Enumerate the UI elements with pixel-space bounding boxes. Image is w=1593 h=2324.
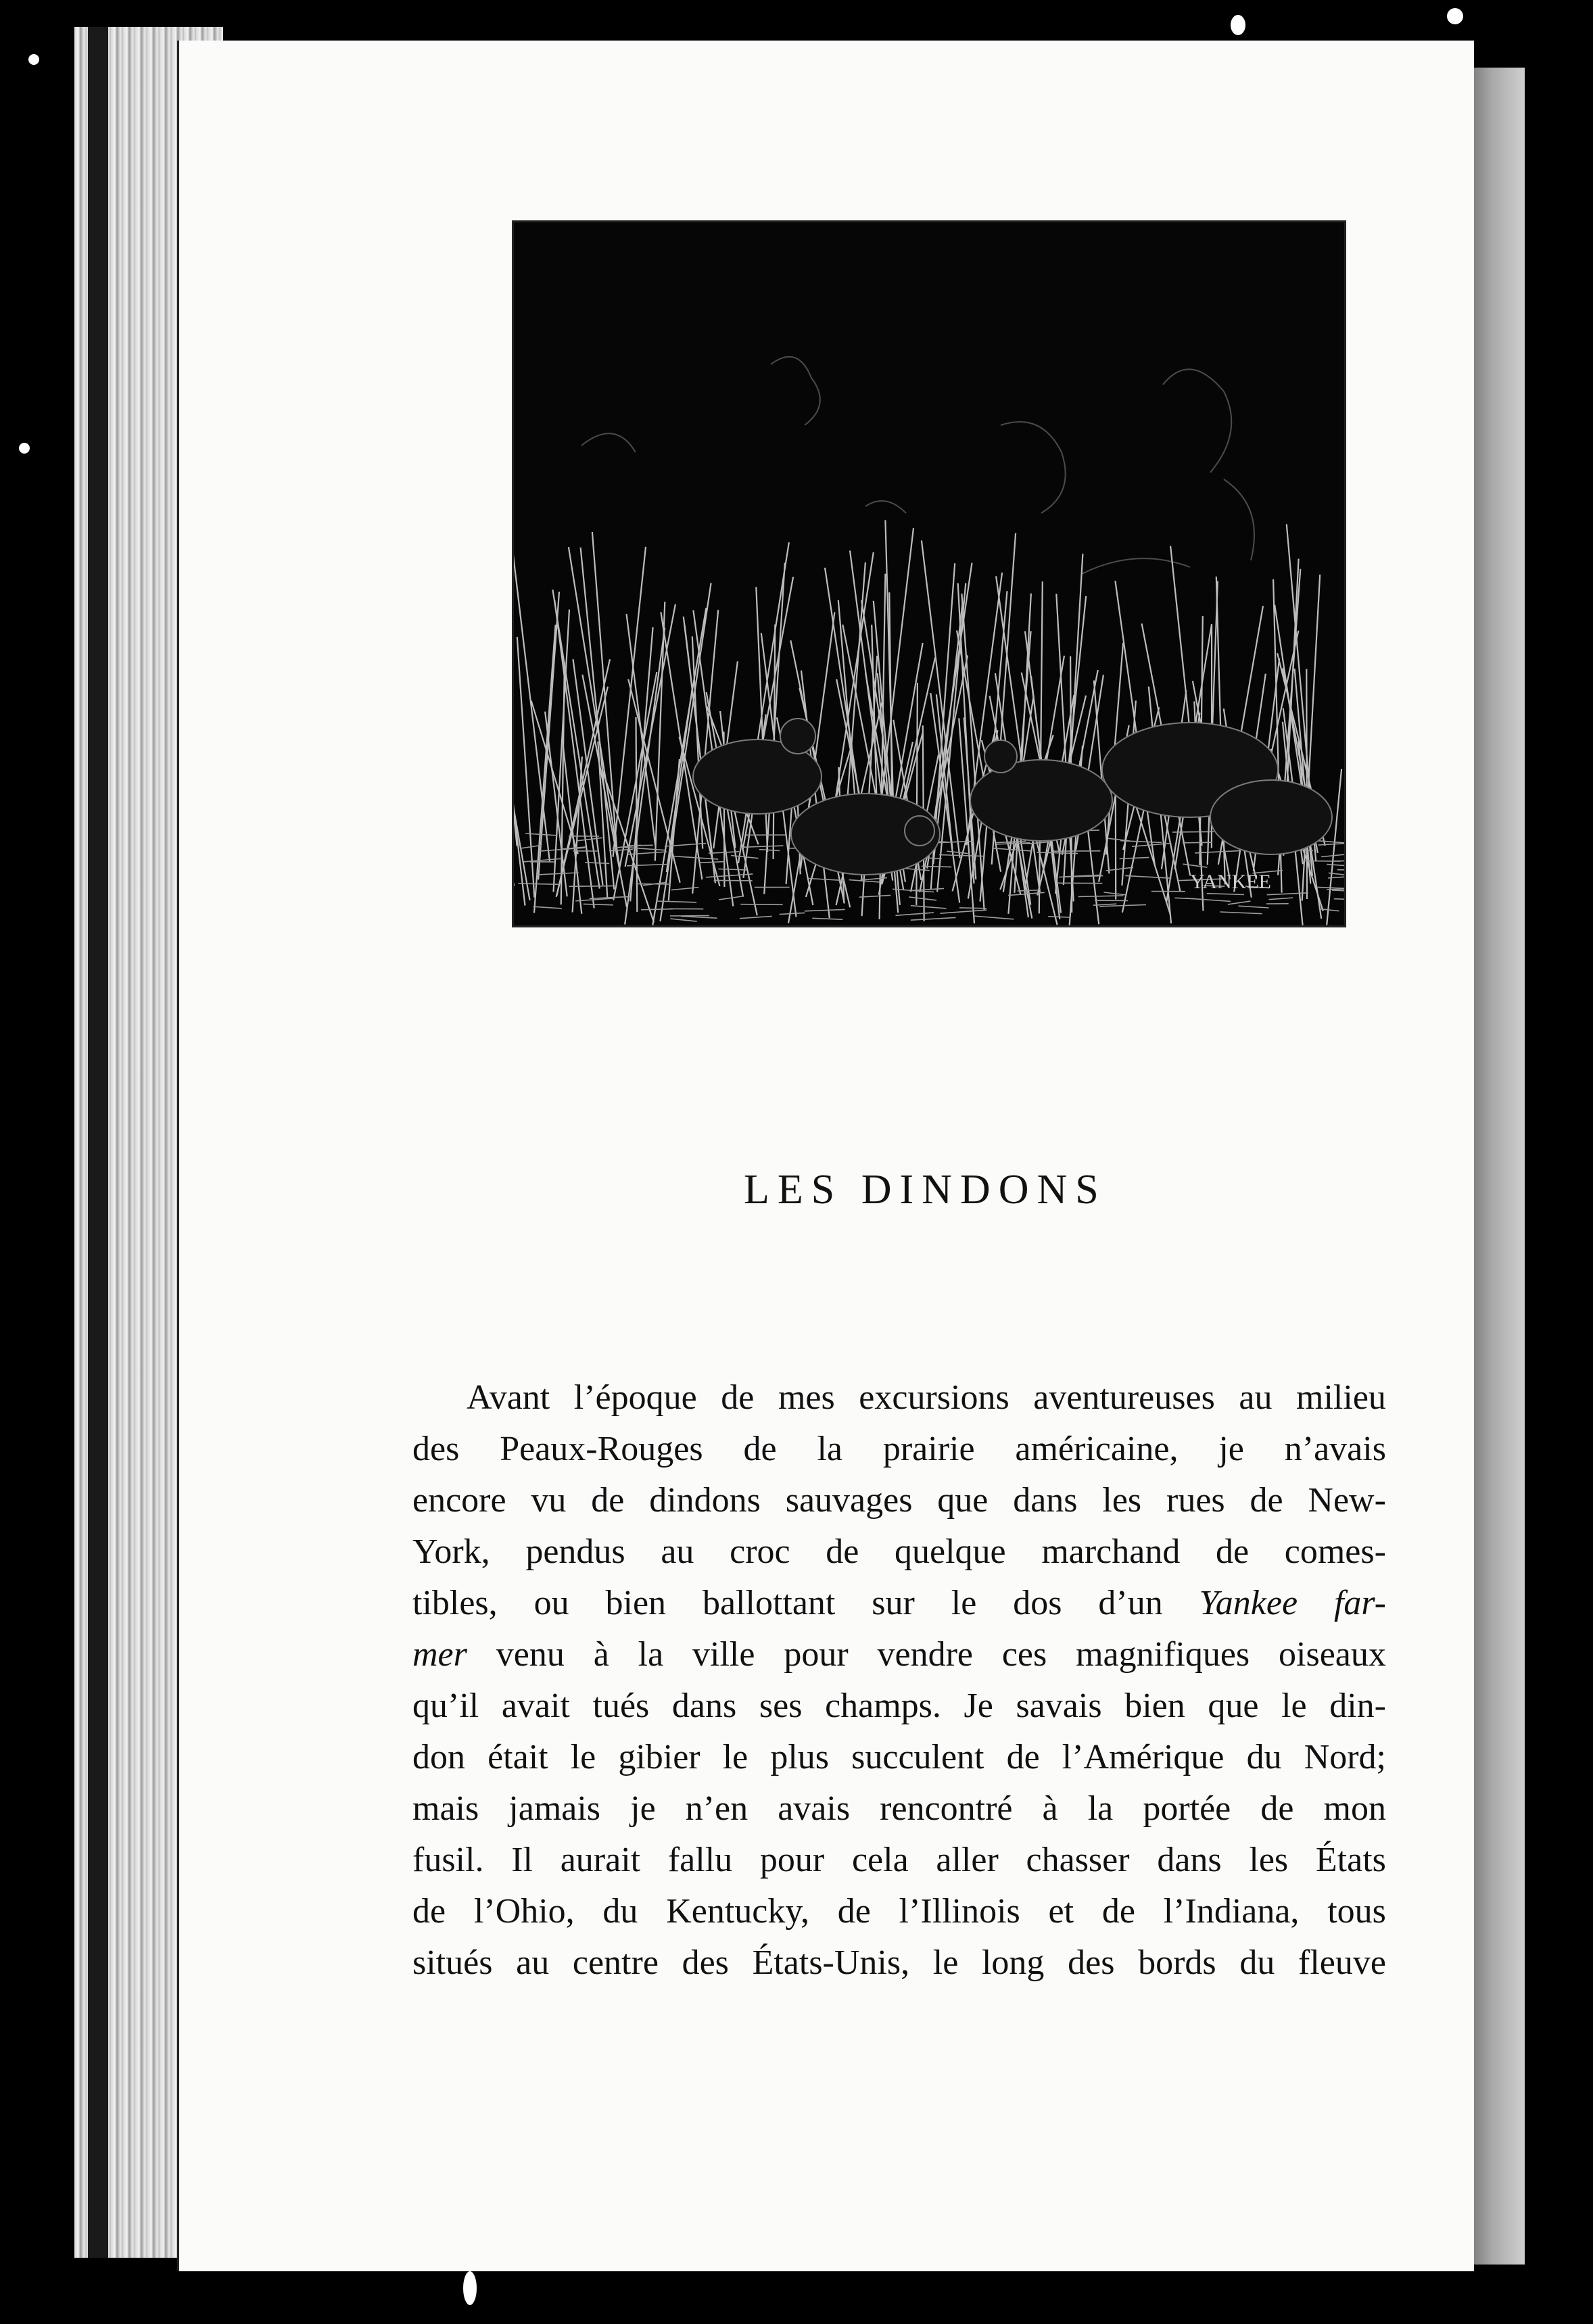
paragraph-line (412, 1732, 1386, 1783)
word: la (638, 1635, 664, 1674)
word: mon (1323, 1789, 1386, 1828)
word: mais (412, 1789, 479, 1828)
word: aventureuses (1033, 1378, 1215, 1417)
word: je (1218, 1430, 1244, 1468)
word: centre (572, 1943, 659, 1982)
paragraph-line (412, 1937, 1386, 1989)
paragraph-line (412, 1680, 1386, 1732)
word: l’Illinois (899, 1892, 1020, 1931)
word: don (412, 1738, 465, 1776)
word: de (837, 1892, 871, 1931)
word: champs. (825, 1687, 941, 1725)
word: dos (1013, 1584, 1062, 1622)
ground-hatch (569, 886, 613, 887)
word: n’avais (1284, 1430, 1386, 1468)
word: et (1048, 1892, 1074, 1931)
ground-hatch (629, 845, 653, 846)
word: des (412, 1430, 460, 1468)
word: magnifiques (1076, 1635, 1250, 1674)
word: de (412, 1892, 446, 1931)
word: Il (511, 1841, 533, 1879)
word: l’Ohio, (473, 1892, 575, 1931)
scan-speck (28, 54, 39, 65)
facing-page-edge (1471, 68, 1525, 2265)
word: du (602, 1892, 638, 1931)
word: ville (692, 1635, 755, 1674)
word: États (1315, 1841, 1386, 1879)
word: din- (1329, 1687, 1386, 1725)
word: la (1087, 1789, 1114, 1828)
word: jamais (508, 1789, 601, 1828)
word: le (570, 1738, 596, 1776)
word: du (1239, 1943, 1275, 1982)
word: pour (759, 1841, 825, 1879)
word: tibles, (412, 1584, 498, 1622)
word: d’un (1098, 1584, 1163, 1622)
scan-speck (19, 443, 30, 454)
word: excursions (859, 1378, 1009, 1417)
word: était (488, 1738, 548, 1776)
paragraph-line (412, 1372, 1386, 1424)
word: mer (412, 1635, 467, 1674)
grass-stroke (1306, 669, 1307, 899)
paragraph-line (412, 1578, 1386, 1629)
word: oiseaux (1279, 1635, 1386, 1674)
word: à (1042, 1789, 1058, 1828)
word: chasser (1026, 1841, 1130, 1879)
word: le (722, 1738, 748, 1776)
scan-speck (463, 2271, 477, 2305)
paragraph-line (412, 1886, 1386, 1937)
word: gibier (618, 1738, 700, 1776)
word: ces (1001, 1635, 1047, 1674)
word: croc (730, 1532, 790, 1571)
word: de (1250, 1481, 1283, 1520)
word: des (682, 1943, 729, 1982)
word: dindons (649, 1481, 761, 1520)
word: venu (496, 1635, 565, 1674)
word: de (743, 1430, 777, 1468)
word: pour (784, 1635, 849, 1674)
word: que (1208, 1687, 1259, 1725)
word: du (1246, 1738, 1282, 1776)
word: bien (1124, 1687, 1185, 1725)
word: sauvages (785, 1481, 913, 1520)
word: à (593, 1635, 609, 1674)
word: fleuve (1298, 1943, 1386, 1982)
word: Peaux-Rouges (500, 1430, 703, 1468)
engraving-illustration (512, 220, 1346, 927)
word: au (661, 1532, 694, 1571)
word: fusil. (412, 1841, 484, 1879)
word: milieu (1296, 1378, 1386, 1417)
word: l’Amérique (1062, 1738, 1225, 1776)
word: des (1068, 1943, 1115, 1982)
word: Je (964, 1687, 993, 1725)
word: avait (501, 1687, 570, 1725)
word: Yankee (1199, 1584, 1298, 1622)
ground-hatch (1337, 870, 1344, 871)
word: au (516, 1943, 550, 1982)
word: far- (1333, 1584, 1386, 1622)
word: tous (1327, 1892, 1386, 1931)
word: rencontré (880, 1789, 1013, 1828)
ground-hatch (959, 908, 986, 909)
word: ou (533, 1584, 569, 1622)
word: comes- (1284, 1532, 1386, 1571)
engraver-signature: YANKEE (1190, 871, 1271, 893)
word: États-Unis, (752, 1943, 910, 1982)
word: succulent (851, 1738, 984, 1776)
chapter-title: LES DINDONS (744, 1167, 1107, 1213)
paragraph-line (412, 1835, 1386, 1886)
word: quelque (895, 1532, 1006, 1571)
word: Kentucky, (666, 1892, 809, 1931)
word: la (817, 1430, 842, 1468)
word: l’Indiana, (1163, 1892, 1300, 1931)
word: long (981, 1943, 1045, 1982)
word: plus (770, 1738, 830, 1776)
paragraph-line (412, 1424, 1386, 1475)
word: n’en (685, 1789, 748, 1828)
word: fallu (667, 1841, 733, 1879)
word: dans (1013, 1481, 1078, 1520)
word: qu’il (412, 1687, 479, 1725)
paragraph-line (412, 1475, 1386, 1526)
word: portée (1143, 1789, 1231, 1828)
word: mes (778, 1378, 835, 1417)
word: aurait (560, 1841, 641, 1879)
word: vendre (877, 1635, 973, 1674)
word: sur (872, 1584, 915, 1622)
ground-hatch (1183, 842, 1212, 843)
scan-speck (1231, 15, 1245, 35)
word: de (1216, 1532, 1250, 1571)
word: bords (1138, 1943, 1216, 1982)
word: de (1260, 1789, 1294, 1828)
word: je (630, 1789, 656, 1828)
word: ses (759, 1687, 803, 1725)
word: pendus (525, 1532, 625, 1571)
word: dans (671, 1687, 737, 1725)
word: tués (592, 1687, 650, 1725)
word: que (937, 1481, 989, 1520)
word: américaine, (1015, 1430, 1179, 1468)
word: vu (531, 1481, 567, 1520)
word: encore (412, 1481, 506, 1520)
paragraph-line (412, 1629, 1386, 1680)
ground-hatch (1172, 831, 1214, 832)
word: Avant (467, 1378, 550, 1417)
word: aller (936, 1841, 999, 1879)
paragraph-line (412, 1526, 1386, 1578)
paragraph-line (412, 1783, 1386, 1835)
word: avais (778, 1789, 851, 1828)
chapter-paragraph (412, 1372, 1386, 1989)
word: marchand (1041, 1532, 1181, 1571)
word: ballottant (702, 1584, 836, 1622)
word: de (721, 1378, 755, 1417)
scan-speck (1447, 8, 1463, 24)
word: rues (1166, 1481, 1225, 1520)
binding-shadow (88, 27, 108, 2258)
word: de (1006, 1738, 1040, 1776)
word: le (932, 1943, 959, 1982)
word: savais (1016, 1687, 1102, 1725)
word: cela (851, 1841, 909, 1879)
word: York, (412, 1532, 490, 1571)
word: l’époque (573, 1378, 697, 1417)
ground-hatch (740, 904, 782, 905)
word: Nord; (1304, 1738, 1386, 1776)
word: New- (1308, 1481, 1386, 1520)
word: de (1101, 1892, 1135, 1931)
word: dans (1157, 1841, 1222, 1879)
ground-hatch (670, 916, 709, 917)
word: de (826, 1532, 859, 1571)
engraving-turkeys-icon (514, 222, 1344, 925)
word: le (1281, 1687, 1307, 1725)
word: au (1239, 1378, 1273, 1417)
ground-hatch (641, 909, 673, 910)
word: bien (605, 1584, 667, 1622)
word: les (1249, 1841, 1289, 1879)
word: de (591, 1481, 625, 1520)
word: situés (412, 1943, 493, 1982)
word: les (1102, 1481, 1142, 1520)
word: le (951, 1584, 977, 1622)
word: prairie (882, 1430, 975, 1468)
